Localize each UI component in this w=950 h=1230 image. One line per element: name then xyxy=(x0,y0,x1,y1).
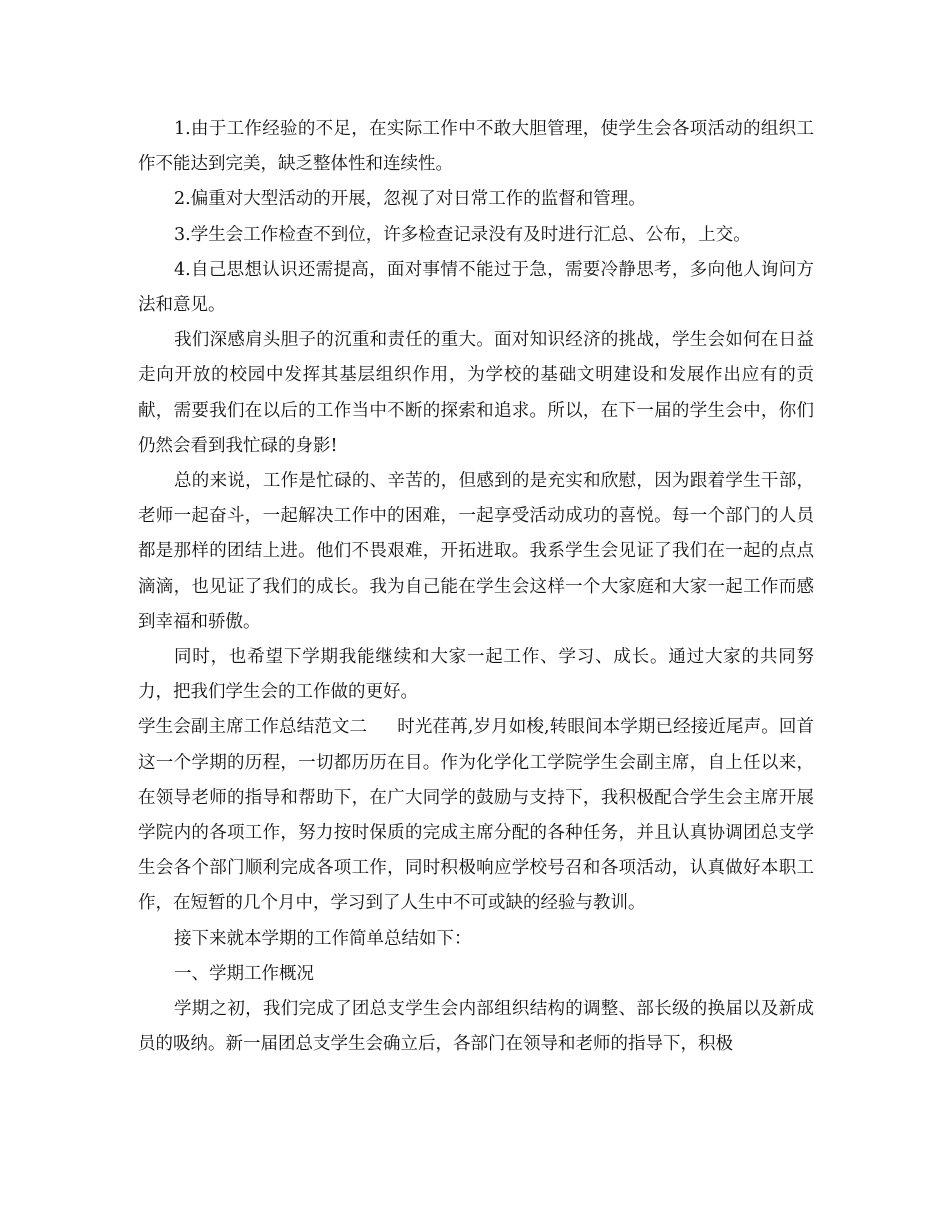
section-intro: 时光荏苒,岁月如梭,转眼间本学期已经接近尾声。回首这一个学期的历程，一切都历历在目。作为化学化工学院学生会副主席，自上任以来，在领导老师的指导和帮助下，在广大同学的鼓励与支持下，我积极配合学生会主席开展学院内的各项工作，努力按时保质的完成主席分配的各种任务，并且认真协调团总支学生会各个部门顺利完成各项工作，同时积极响应学校号召和各项活动，认真做好本职工作，在短暂的几个月中，学习到了人生中不可或缺的经验与教训。 xyxy=(138,717,815,914)
paragraph-shortcoming-1: 1.由于工作经验的不足，在实际工作中不敢大胆管理，使学生会各项活动的组织工作不能达到完美，缺乏整体性和连续性。 xyxy=(138,119,814,175)
paragraph-lead-in: 接下来就本学期的工作简单总结如下： xyxy=(174,928,472,949)
heading-semester-overview: 一、学期工作概况 xyxy=(174,963,314,984)
paragraph-shortcoming-3: 3.学生会工作检查不到位，许多检查记录没有及时进行汇总、公布，上交。 xyxy=(174,224,751,245)
paragraph-hope: 同时，也希望下学期我能继续和大家一起工作、学习、成长。通过大家的共同努力，把我们学生会的工作做的更好。 xyxy=(138,647,814,703)
section-two-paragraph xyxy=(138,710,814,921)
paragraph-responsibility: 我们深感肩头胆子的沉重和责任的重大。面对知识经济的挑战，学生会如何在日益走向开放的校园中发挥其基层组织作用，为学校的基础文明建设和发展作出应有的贡献，需要我们在以后的工作当中不断的探索和追求。所以，在下一届的学生会中，你们仍然会看到我忙碌的身影! xyxy=(138,330,814,456)
paragraph-summary: 总的来说，工作是忙碌的、辛苦的，但感到的是充实和欣慰，因为跟着学生干部，老师一起奋斗，一起解决工作中的困难，一起享受活动成功的喜悦。每一个部门的人员都是那样的团结上进。他们不畏艰难，开拓进取。我系学生会见证了我们在一起的点点滴滴，也见证了我们的成长。我为自己能在学生会这样一个大家庭和大家一起工作而感到幸福和骄傲。 xyxy=(138,471,814,632)
paragraph-semester-start: 学期之初，我们完成了团总支学生会内部组织结构的调整、部长级的换届以及新成员的吸纳。新一届团总支学生会确立后，各部门在领导和老师的指导下，积极 xyxy=(138,999,814,1055)
paragraph-shortcoming-2: 2.偏重对大型活动的开展，忽视了对日常工作的监督和管理。 xyxy=(174,189,646,210)
paragraph-shortcoming-4: 4.自己思想认识还需提高，面对事情不能过于急，需要冷静思考，多向他人询问方法和意见。 xyxy=(138,259,814,316)
section-title: 学生会副主席工作总结范文二 xyxy=(138,717,368,738)
document-body xyxy=(138,112,814,1062)
